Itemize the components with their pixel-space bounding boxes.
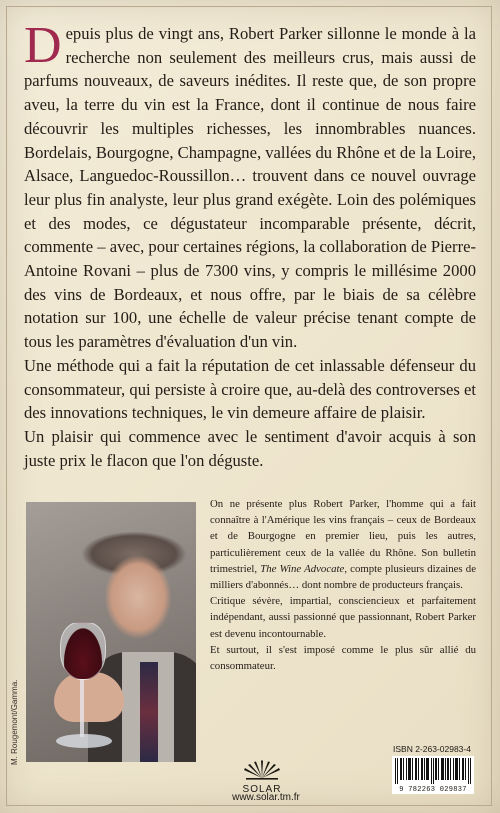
main-blurb	[24, 17, 476, 472]
publication-title: The Wine Advocate	[260, 562, 345, 575]
photo-glass-base	[56, 734, 112, 748]
publisher-name: SOLAR	[242, 784, 282, 795]
blurb-paragraph-3: Un plaisir qui commence avec le sentiment d'avoir acquis à son juste prix le flacon que l'on déguste.	[24, 426, 476, 470]
dropcap-letter: D	[24, 17, 62, 74]
bio-paragraph-3: Et surtout, il s'est imposé comme le plus sûr allié du consommateur.	[210, 643, 476, 673]
bio-paragraph-1-start: On ne présente plus Robert Parker, l'homme qui a fait connaître à l'Amérique les vins français – ceux de Bordeaux et de Bourgogne en premier lieu, puis les autres, particulièrement ceux de la vallée du Rhône. Son bulletin trimestriel,	[210, 498, 476, 575]
publisher-logo	[232, 760, 292, 795]
photo-credit: M. Rougemont/Gamma.	[10, 679, 19, 765]
photo-glass-stem	[80, 677, 84, 737]
isbn-label: ISBN 2-263-02983-4	[393, 744, 471, 754]
sunrise-icon	[232, 760, 292, 780]
barcode-number: 9 782263 029837	[392, 786, 474, 794]
blurb-paragraph-1	[24, 17, 476, 354]
bio-paragraph-1	[210, 496, 476, 593]
barcode-bars-icon	[395, 758, 471, 784]
bio-paragraph-1-end: , compte plusieurs dizaines de milliers d'abonnés… dont nombre de producteurs français.	[210, 562, 476, 592]
bio-paragraph-2: Critique sévère, impartial, consciencieux et parfaitement indépendant, aussi passionné que passionnant, Robert Parker est devenu incontournable.	[210, 595, 476, 640]
blurb-paragraph-1-text: epuis plus de vingt ans, Robert Parker sillonne le monde à la recherche non seulement des meilleurs crus, mais aussi de parfums nouveaux, de saveurs inédites. Il reste que, de son propre aveu, la terre du vin est la France, dont il continue de nous faire découvrir les multiples richesses, les innombrables nuances. Bordelais, Bourgogne, Champagne, vallées du Rhône et de la Loire, Alsace, Languedoc-Roussillon… trouvent dans ce nouvel ouvrage leur plus fin analyste, leur plus grand exégète. Loin des polémiques et des modes, ce dégustateur incomparable présente, décrit, commente – avec, pour certaines régions, la collaboration de Pierre-Antoine Rovani – plus de 7300 vins, y compris le millésime 2000 des vins de Bordeaux, et nous offre, par le biais de sa célèbre notation sur 100, une échelle de valeur précise tenant compte de tous les paramètres d'évaluation d'un vin.	[24, 24, 476, 352]
author-photo	[26, 502, 196, 762]
publisher-url: www.solar.tm.fr	[232, 792, 300, 803]
blurb-paragraph-2: Une méthode qui a fait la réputation de cet inlassable défenseur du consommateur, qui persiste à croire que, au-delà des controverses et des innovations techniques, le vin demeure affaire de plaisir.	[24, 355, 476, 423]
barcode	[392, 756, 474, 794]
author-bio	[210, 496, 476, 674]
photo-hand	[54, 672, 124, 722]
wine-glass-image	[60, 622, 106, 680]
photo-tie	[140, 662, 158, 762]
